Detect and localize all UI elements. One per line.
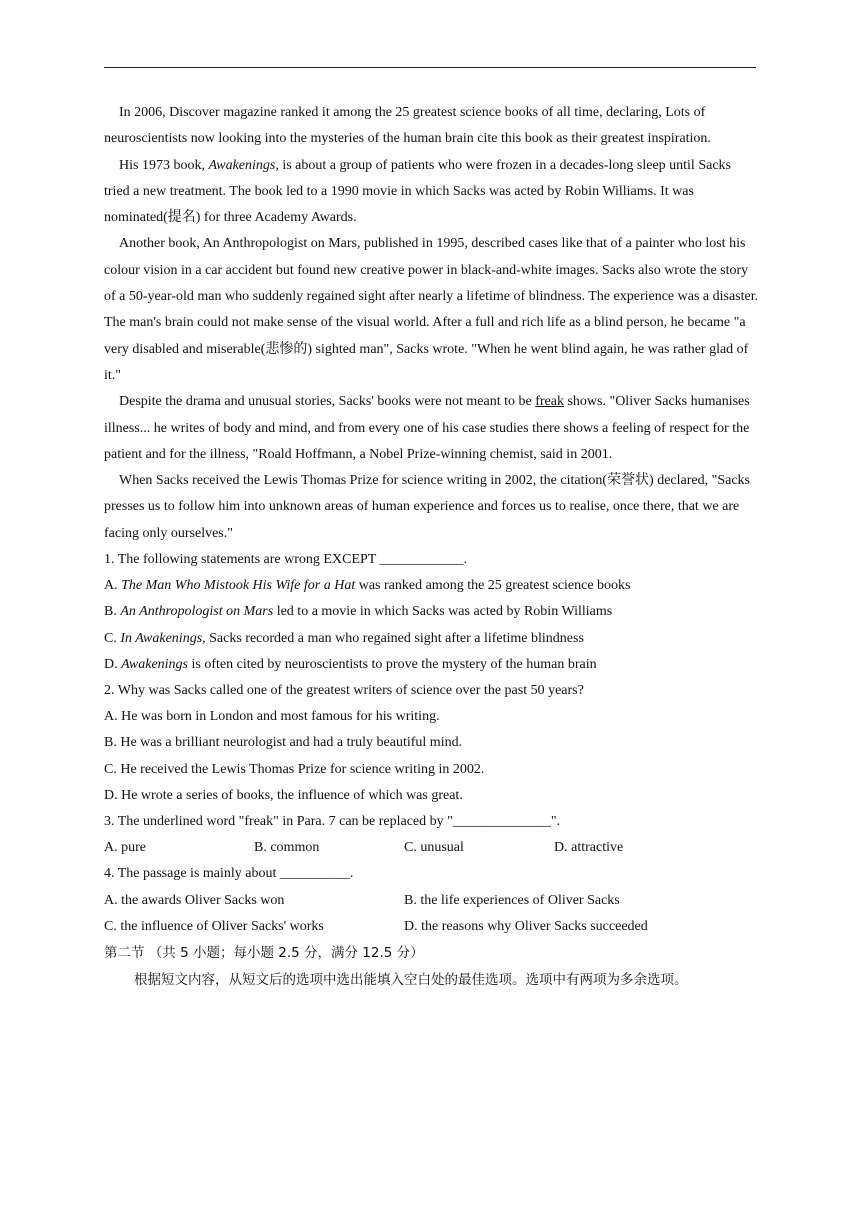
option-book-title: In Awakenings — [120, 630, 203, 646]
underlined-word-freak: freak — [535, 394, 564, 410]
question-3-option-b: B. common — [254, 840, 320, 856]
passage-paragraph-4 — [104, 389, 760, 468]
option-text: was ranked among the 25 greatest science books — [355, 578, 631, 594]
option-letter: A. — [104, 578, 122, 594]
question-3-stem: 3. The underlined word "freak" in Para. 7 can be replaced by "______________". — [104, 814, 561, 830]
question-4-option-b: B. the life experiences of Oliver Sacks — [404, 892, 620, 908]
question-1-option-a — [104, 573, 760, 599]
question-2-option-b: B. He was a brilliant neurologist and had a truly beautiful mind. — [104, 735, 463, 751]
passage-paragraph-2 — [104, 153, 760, 232]
question-2-stem: 2. Why was Sacks called one of the greatest writers of science over the past 50 years? — [104, 683, 584, 699]
question-4-option-a: A. the awards Oliver Sacks won — [104, 892, 285, 908]
option-text: led to a movie in which Sacks was acted by Robin Williams — [273, 604, 613, 620]
passage-paragraph-3: Another book, An Anthropologist on Mars, published in 1995, described cases like that of a painter who lost his colour vision in a car accident but found new creative power in black-and-white images. Sacks also wrote the story of a 50-year-old man who suddenly regained sight after nearly a lifetime of blindness. The experience was a disaster. The man's brain could not make sense of the visual world. After a full and rich life as a blind person, he became "a very disabled and miserable(悲惨的) sighted man", Sacks wrote. "When he went blind again, he was rather glad of it." — [104, 236, 759, 383]
question-4-option-c: C. the influence of Oliver Sacks' works — [104, 918, 324, 934]
passage-paragraph-5: When Sacks received the Lewis Thomas Prize for science writing in 2002, the citation(荣誉状) declared, "Sacks presses us to follow him into unknown areas of human experience and forces us to realise, once there, that we are facing only ourselves." — [104, 473, 750, 541]
p4-text-b: shows. "Oliver Sacks humanises illness... he writes of body and mind, and from every one of his case studies there shows a feeling of respect for the patient and for the illness, "Roald Hoffmann, a Nobel Prize-winning chemist, said in 2001. — [104, 394, 750, 462]
option-letter: D. — [104, 656, 122, 672]
question-2-option-a: A. He was born in London and most famous for his writing. — [104, 709, 440, 725]
option-letter: C. — [104, 630, 121, 646]
question-4-stem: 4. The passage is mainly about __________. — [104, 866, 354, 882]
question-1-option-d — [104, 652, 760, 678]
section-2-heading: 第二节 （共 5 小题；每小题 2.5 分，满分 12.5 分） — [104, 945, 424, 962]
question-4-option-d: D. the reasons why Oliver Sacks succeeded — [404, 918, 648, 934]
question-3-option-a: A. pure — [104, 840, 146, 856]
p2-text-b: , is about a group of patients who were frozen in a decades-long sleep until Sacks tried a new treatment. The book led to a 1990 movie in which Sacks was acted by Robin Williams. It was nominated(提名) for three Academy Awards. — [104, 157, 731, 226]
document-body — [104, 100, 760, 994]
question-1-option-b — [104, 599, 760, 625]
book-title-awakenings: Awakenings — [208, 157, 276, 173]
option-book-title: An Anthropologist on Mars — [120, 604, 274, 620]
option-text: is often cited by neuroscientists to prove the mystery of the human brain — [188, 656, 597, 672]
question-4-options-row-1 — [104, 888, 760, 914]
p2-text-a: His 1973 book, — [119, 157, 209, 173]
question-3-option-c: C. unusual — [404, 840, 464, 856]
question-2-option-c: C. He received the Lewis Thomas Prize for science writing in 2002. — [104, 761, 485, 777]
option-book-title: The Man Who Mistook His Wife for a Hat — [121, 578, 356, 594]
option-text: , Sacks recorded a man who regained sight after a lifetime blindness — [202, 630, 584, 646]
question-3-options — [104, 835, 760, 861]
header-rule — [104, 67, 756, 68]
option-letter: B. — [104, 604, 121, 620]
p4-text-a: Despite the drama and unusual stories, Sacks' books were not meant to be — [119, 394, 536, 410]
question-4-options-row-2 — [104, 914, 760, 940]
question-1-stem: 1. The following statements are wrong EXCEPT ____________. — [104, 552, 468, 568]
question-2-option-d: D. He wrote a series of books, the influence of which was great. — [104, 787, 463, 803]
question-1-option-c — [104, 626, 760, 652]
question-3-option-d: D. attractive — [554, 840, 624, 856]
section-2-instruction: 根据短文内容，从短文后的选项中选出能填入空白处的最佳选项。选项中有两项为多余选项。 — [134, 972, 688, 989]
option-book-title: Awakenings — [121, 656, 189, 672]
passage-paragraph-1: In 2006, Discover magazine ranked it among the 25 greatest science books of all time, declaring, Lots of neuroscientists now looking into the mysteries of the human brain cite this book as their greatest inspiration. — [104, 105, 711, 147]
